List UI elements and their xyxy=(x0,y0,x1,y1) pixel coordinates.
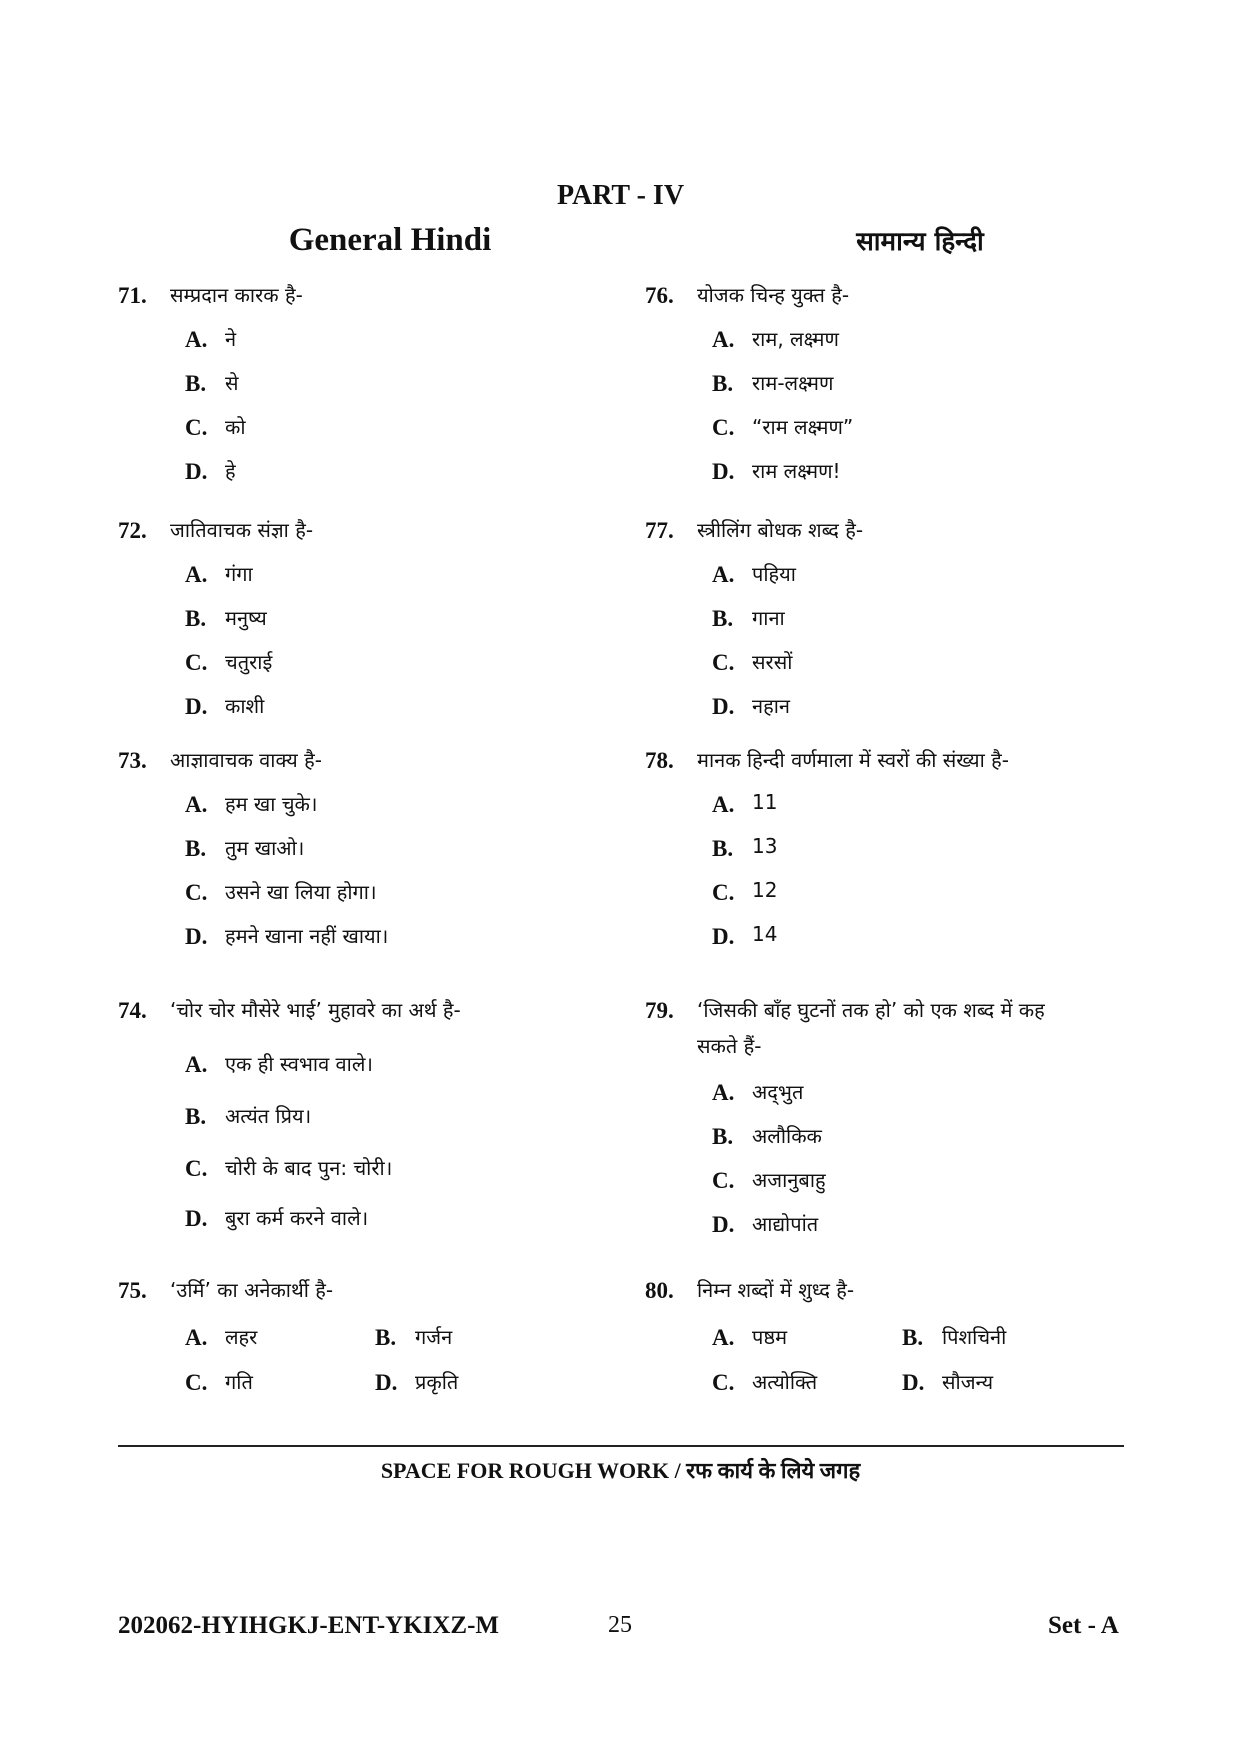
option-text: अत्योक्ति xyxy=(752,1370,818,1394)
option-text: गति xyxy=(225,1370,253,1394)
option-text: ने xyxy=(225,327,237,351)
option-text: पहिया xyxy=(752,562,796,586)
option-label: A. xyxy=(185,792,208,817)
question-number: 77. xyxy=(645,518,674,543)
option-text: गंगा xyxy=(225,562,253,586)
option-text: सरसों xyxy=(752,650,793,674)
option-text: से xyxy=(225,371,239,395)
option-text: चतुराई xyxy=(225,650,273,674)
question-text: जातिवाचक संज्ञा है- xyxy=(170,518,314,542)
option-text: उसने खा लिया होगा। xyxy=(225,880,377,904)
option-label: A. xyxy=(712,327,735,352)
option-label: A. xyxy=(712,1080,735,1105)
option-text: 13 xyxy=(752,834,778,858)
option-label: B. xyxy=(185,1104,207,1129)
set-label: Set - A xyxy=(1048,1612,1119,1639)
subject-title-english: General Hindi xyxy=(288,222,492,258)
option-text: आद्योपांत xyxy=(752,1212,819,1236)
option-label: D. xyxy=(712,1212,735,1237)
option-text: “राम लक्ष्मण” xyxy=(752,415,854,439)
option-text: 11 xyxy=(752,790,778,814)
option-label: C. xyxy=(185,880,208,905)
option-label: A. xyxy=(712,562,735,587)
option-text: हमने खाना नहीं खाया। xyxy=(225,924,389,948)
option-label: A. xyxy=(185,1325,208,1350)
option-label: C. xyxy=(185,1156,208,1181)
question-text: स्त्रीलिंग बोधक शब्द है- xyxy=(697,518,864,542)
option-label: A. xyxy=(185,562,208,587)
option-text: चोरी के बाद पुन: चोरी। xyxy=(225,1156,393,1180)
question-number: 80. xyxy=(645,1278,674,1303)
option-text: गाना xyxy=(752,606,785,630)
option-label: A. xyxy=(712,792,735,817)
question-text: ‘चोर चोर मौसेरे भाई’ मुहावरे का अर्थ है- xyxy=(170,998,461,1022)
option-label: D. xyxy=(185,1206,208,1231)
option-text: को xyxy=(225,415,246,439)
option-text: राम लक्ष्मण! xyxy=(752,459,841,483)
option-label: B. xyxy=(902,1325,924,1350)
option-text: राम, लक्ष्मण xyxy=(752,327,839,351)
option-label: C. xyxy=(185,415,208,440)
subject-title-hindi: सामान्य हिन्दी xyxy=(856,227,984,257)
option-text: गर्जन xyxy=(415,1325,453,1349)
question-number: 74. xyxy=(118,998,147,1023)
option-text: नहान xyxy=(752,694,790,718)
option-text: हम खा चुके। xyxy=(225,792,318,816)
option-text: तुम खाओ। xyxy=(225,836,305,860)
option-text: अलौकिक xyxy=(752,1124,822,1148)
question-text: आज्ञावाचक वाक्य है- xyxy=(170,748,322,772)
option-text: राम-लक्ष्मण xyxy=(752,371,834,395)
question-text: मानक हिन्दी वर्णमाला में स्वरों की संख्या है- xyxy=(697,748,1009,772)
question-number: 78. xyxy=(645,748,674,773)
question-number: 72. xyxy=(118,518,147,543)
option-text: बुरा कर्म करने वाले। xyxy=(225,1206,369,1230)
option-label: D. xyxy=(712,459,735,484)
divider xyxy=(118,1445,1124,1447)
option-text: हे xyxy=(225,459,236,483)
question-text-line-2: सकते हैं- xyxy=(697,1034,762,1058)
question-text: ‘उर्मि’ का अनेकार्थी है- xyxy=(170,1278,334,1302)
question-text: सम्प्रदान कारक है- xyxy=(170,283,303,307)
option-label: C. xyxy=(712,650,735,675)
option-label: D. xyxy=(185,459,208,484)
option-label: A. xyxy=(185,1052,208,1077)
option-label: D. xyxy=(185,694,208,719)
option-label: D. xyxy=(712,924,735,949)
option-label: B. xyxy=(712,1124,734,1149)
option-label: D. xyxy=(185,924,208,949)
question-number: 79. xyxy=(645,998,674,1023)
option-label: A. xyxy=(185,327,208,352)
page-number: 25 xyxy=(608,1612,632,1638)
part-heading: PART - IV xyxy=(556,180,685,211)
option-text: सौजन्य xyxy=(942,1370,994,1394)
question-text: निम्न शब्दों में शुध्द है- xyxy=(697,1278,855,1302)
option-text: पिशचिनी xyxy=(942,1325,1007,1349)
option-text: अत्यंत प्रिय। xyxy=(225,1104,312,1128)
option-text: पष्ठम xyxy=(752,1325,788,1349)
option-text: मनुष्य xyxy=(225,606,267,630)
option-text: अजानुबाहु xyxy=(752,1168,826,1192)
option-text: एक ही स्वभाव वाले। xyxy=(225,1052,373,1076)
option-label: D. xyxy=(375,1370,398,1395)
option-label: B. xyxy=(185,371,207,396)
question-number: 73. xyxy=(118,748,147,773)
option-label: C. xyxy=(712,415,735,440)
option-label: B. xyxy=(185,836,207,861)
option-text: काशी xyxy=(225,694,265,718)
option-label: C. xyxy=(185,1370,208,1395)
option-label: B. xyxy=(185,606,207,631)
option-text: लहर xyxy=(225,1325,258,1349)
option-label: B. xyxy=(712,606,734,631)
option-label: C. xyxy=(185,650,208,675)
option-label: D. xyxy=(712,694,735,719)
question-number: 75. xyxy=(118,1278,147,1303)
option-text: प्रकृति xyxy=(415,1370,459,1394)
paper-code: 202062-HYIHGKJ-ENT-YKIXZ-M xyxy=(118,1612,500,1639)
option-label: D. xyxy=(902,1370,925,1395)
question-text: ‘जिसकी बाँह घुटनों तक हो’ को एक शब्द में कह xyxy=(697,998,1045,1022)
option-label: B. xyxy=(712,836,734,861)
question-number: 71. xyxy=(118,283,147,308)
option-label: C. xyxy=(712,880,735,905)
option-label: B. xyxy=(375,1325,397,1350)
option-label: C. xyxy=(712,1370,735,1395)
option-label: C. xyxy=(712,1168,735,1193)
option-text: 14 xyxy=(752,922,778,946)
option-text: अद्‍भुत xyxy=(752,1080,804,1104)
question-number: 76. xyxy=(645,283,674,308)
option-label: B. xyxy=(712,371,734,396)
rough-work-label: SPACE FOR ROUGH WORK / रफ कार्य के लिये जगह xyxy=(380,1458,861,1483)
option-text: 12 xyxy=(752,878,778,902)
question-text: योजक चिन्ह युक्त है- xyxy=(697,283,850,307)
option-label: A. xyxy=(712,1325,735,1350)
